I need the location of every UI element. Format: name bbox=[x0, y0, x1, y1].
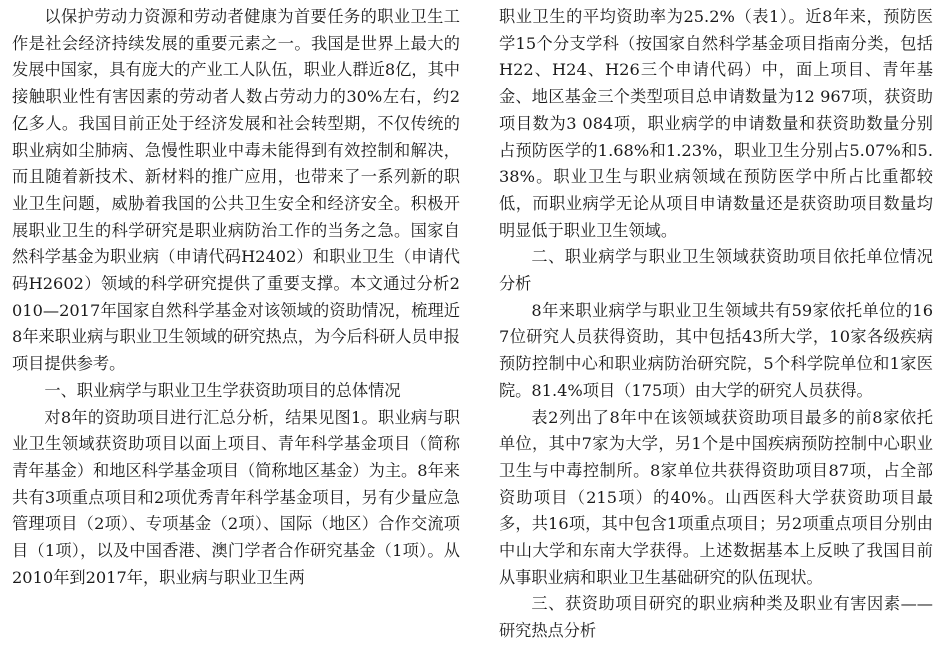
section-heading-3: 三、获资助项目研究的职业病种类及职业有害因素——研究热点分析 bbox=[499, 594, 933, 641]
section-heading-1: 一、职业病学与职业卫生学获资助项目的总体情况 bbox=[44, 380, 401, 400]
section-heading-2: 二、职业病学与职业卫生领域获资助项目依托单位情况分析 bbox=[499, 247, 933, 294]
section-2-paragraph-2: 表2列出了8年中在该领域获资助项目最多的前8家依托单位，其中7家为大学，另1个是中国疾病预防控制中心职业卫生与中毒控制所。8家单位共获得资助项目87项，占全部资助项目（215项）的40%。山西医科大学获资助项目最多，共16项，其中包含1项重点项目；另2项重点项目分别由中山大学和东南大学获得。上述数据基本上反映了我国目前从事职业病和职业卫生基础研究的队伍现状。 bbox=[499, 407, 933, 587]
section-1-paragraph: 对8年的资助项目进行汇总分析，结果见图1。职业病与职业卫生领域获资助项目以面上项目、青年科学基金项目（简称青年基金）和地区科学基金项目（简称地区基金）为主。8年来共有3项重点项目和2项优秀青年科学基金项目，另有少量应急管理项目（2项）、专项基金（2项）、国际（地区）合作交流项目（1项），以及中国香港、澳门学者合作研究基金（1项）。从2010年到2017年，职业病与职业卫生两 bbox=[12, 407, 460, 587]
section-1-continued-paragraph: 职业卫生的平均资助率为25.2%（表1）。近8年来，预防医学15个分支学科（按国家自然科学基金项目指南分类，包括H22、H24、H26三个申请代码）中，面上项目、青年基金、地区基金三个类型项目总申请数量为12 967项，获资助项目数为3 084项，职业病学的申请数量和获资助数量分别占预防医学的1.68%和1.23%，职业卫生分别占5.07%和5.38%。职业卫生与职业病领域在预防医学中所占比重都较低，而职业病学无论从项目申请数量还是获资助项目数量均明显低于职业卫生领域。 bbox=[499, 7, 933, 240]
right-column bbox=[499, 4, 933, 645]
left-column bbox=[12, 4, 460, 591]
intro-paragraph: 以保护劳动力资源和劳动者健康为首要任务的职业卫生工作是社会经济持续发展的重要元素之一。我国是世界上最大的发展中国家，具有庞大的产业工人队伍，职业人群近8亿，其中接触职业性有害因素的劳动者人数占劳动力的30%左右，约2亿多人。我国目前正处于经济发展和社会转型期，不仅传统的职业病如尘肺病、急慢性职业中毒未能得到有效控制和解决，而且随着新技术、新材料的推广应用，也带来了一系列新的职业卫生问题，威胁着我国的公共卫生安全和经济安全。积极开展职业卫生的科学研究是职业病防治工作的当务之急。国家自然科学基金为职业病（申请代码H2402）和职业卫生（申请代码H2602）领域的科学研究提供了重要支撑。本文通过分析2010—2017年国家自然科学基金对该领域的资助情况，梳理近8年来职业病与职业卫生领域的研究热点，为今后科研人员申报项目提供参考。 bbox=[12, 7, 460, 374]
section-2-paragraph-1: 8年来职业病学与职业卫生领域共有59家依托单位的167位研究人员获得资助，其中包括43所大学，10家各级疾病预防控制中心和职业病防治研究院，5个科学院单位和1家医院。81.4%项目（175项）由大学的研究人员获得。 bbox=[499, 300, 933, 400]
